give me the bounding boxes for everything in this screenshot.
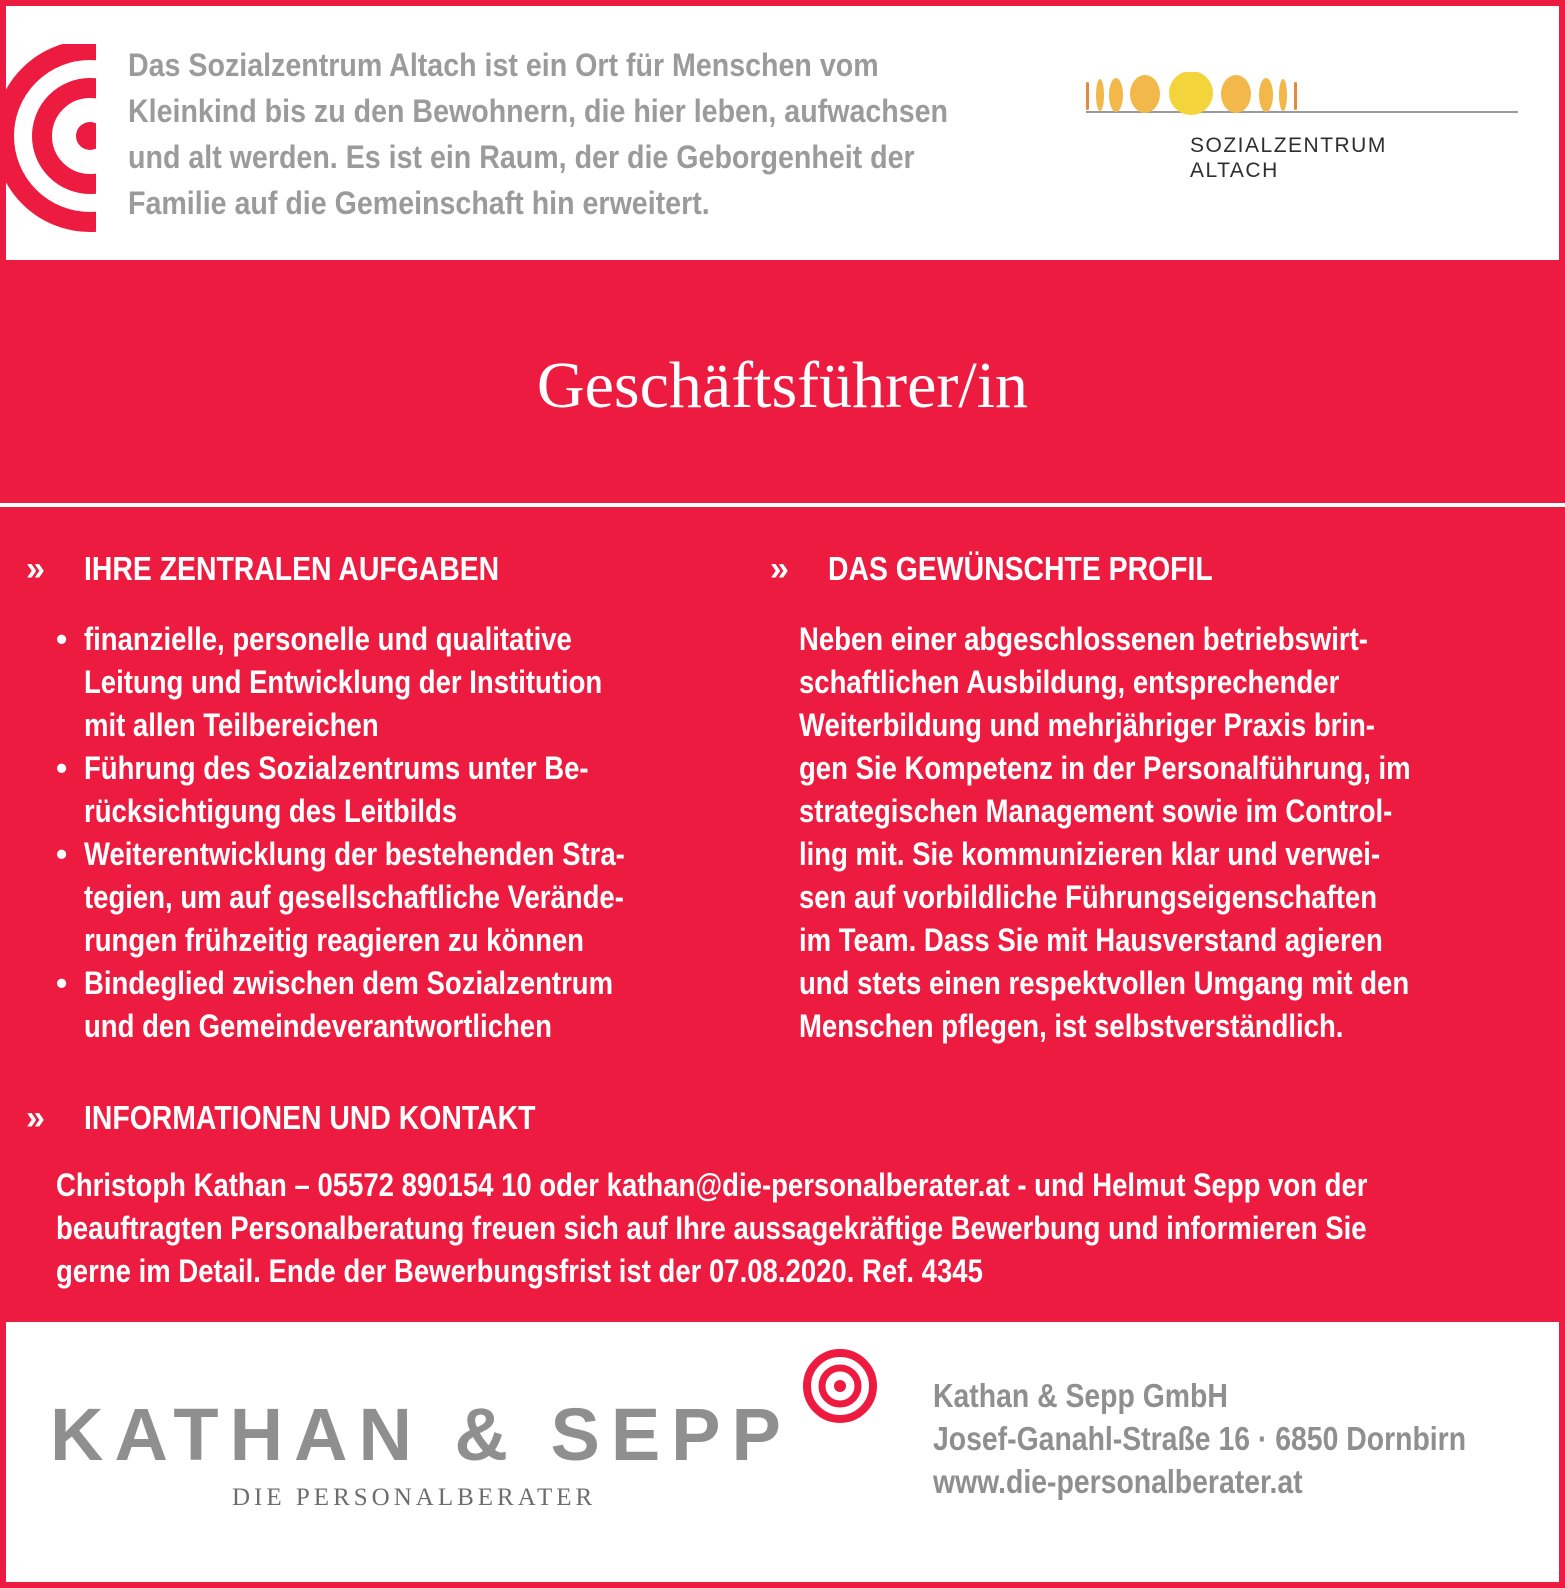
- profile-line: im Team. Dass Sie mit Hausverstand agieren: [799, 922, 1383, 958]
- list-item: [56, 747, 776, 833]
- bullet-icon: •: [56, 965, 68, 1001]
- list-item-line: Leitung und Entwicklung der Institution: [84, 664, 603, 700]
- company-name: Kathan & Sepp GmbH: [933, 1377, 1228, 1414]
- footer-section: [6, 1322, 1559, 1582]
- job-band: [0, 260, 1565, 1322]
- list-item: [56, 833, 776, 962]
- intro-line: Familie auf die Gemeinschaft hin erweitert.: [128, 185, 710, 221]
- bullet-icon: •: [56, 621, 68, 657]
- chevron-right-icon: »: [26, 550, 45, 588]
- list-item: [56, 962, 776, 1048]
- profile-text: [799, 618, 1510, 1048]
- contact-heading-text: INFORMATIONEN UND KONTAKT: [84, 1099, 536, 1136]
- list-item-line: Führung des Sozialzentrums unter Be-: [84, 750, 589, 786]
- logo-line: SOZIALZENTRUM: [1190, 134, 1387, 157]
- list-item-line: rücksichtigung des Leitbilds: [84, 793, 458, 829]
- kathan-sepp-wordmark: KATHAN & SEPP: [50, 1393, 792, 1476]
- contact-line: Christoph Kathan – 05572 890154 10 oder kathan@die-personalberater.at - und Helmut Sepp von der: [56, 1167, 1368, 1203]
- profile-heading-text: DAS GEWÜNSCHTE PROFIL: [828, 550, 1213, 587]
- list-item-line: finanzielle, personelle und qualitative: [84, 621, 572, 657]
- list-item-line: tegien, um auf gesellschaftliche Verände-: [84, 879, 624, 915]
- profile-line: Weiterbildung und mehrjähriger Praxis brin-: [799, 707, 1375, 743]
- target-icon: [800, 1346, 880, 1426]
- profile-line: sen auf vorbildliche Führungseigenschaften: [799, 879, 1378, 915]
- header-section: [6, 6, 1559, 260]
- divider: [0, 503, 1565, 507]
- contact-line: gerne im Detail. Ende der Bewerbungsfrist ist der 07.08.2020. Ref. 4345: [56, 1253, 983, 1289]
- profile-line: und stets einen respektvollen Umgang mit den: [799, 965, 1410, 1001]
- bullet-icon: •: [56, 836, 68, 872]
- contact-line: beauftragten Personalberatung freuen sich auf Ihre aussagekräftige Bewerbung und informieren Sie: [56, 1210, 1367, 1246]
- intro-text: [128, 42, 949, 226]
- profile-line: schaftlichen Ausbildung, entsprechender: [799, 664, 1340, 700]
- list-item-line: Bindeglied zwischen dem Sozialzentrum: [84, 965, 614, 1001]
- target-icon: [6, 44, 96, 240]
- company-street: Josef-Ganahl-Straße 16 · 6850 Dornbirn: [933, 1420, 1467, 1457]
- company-address: [933, 1374, 1553, 1503]
- list-item-line: Weiterentwicklung der bestehenden Stra-: [84, 836, 625, 872]
- tasks-list: [56, 618, 776, 1048]
- chevron-right-icon: »: [26, 1099, 45, 1137]
- profile-line: Neben einer abgeschlossenen betriebswirt-: [799, 621, 1368, 657]
- contact-text: [56, 1164, 1565, 1293]
- company-website-link[interactable]: www.die-personalberater.at: [933, 1463, 1303, 1500]
- profile-line: ling mit. Sie kommunizieren klar und verwei-: [799, 836, 1381, 872]
- profile-line: strategischen Management sowie im Control-: [799, 793, 1393, 829]
- intro-line: und alt werden. Es ist ein Raum, der die Geborgenheit der: [128, 139, 915, 175]
- list-item-line: mit allen Teilbereichen: [84, 707, 379, 743]
- list-item: [56, 618, 776, 747]
- logo-line: ALTACH: [1190, 159, 1279, 182]
- intro-line: Kleinkind bis zu den Bewohnern, die hier leben, aufwachsen: [128, 93, 949, 129]
- profile-line: Menschen pflegen, ist selbstverständlich.: [799, 1008, 1344, 1044]
- job-title: Geschäftsführer/in: [536, 349, 1029, 422]
- tasks-heading-text: IHRE ZENTRALEN AUFGABEN: [84, 550, 500, 587]
- sozialzentrum-logo-text: [1190, 133, 1387, 183]
- intro-line: Das Sozialzentrum Altach ist ein Ort für Menschen vom: [128, 47, 879, 83]
- bullet-icon: •: [56, 750, 68, 786]
- kathan-sepp-tagline: DIE PERSONALBERATER: [232, 1484, 597, 1511]
- list-item-line: rungen frühzeitig reagieren zu können: [84, 922, 584, 958]
- list-item-line: und den Gemeindeverantwortlichen: [84, 1008, 552, 1044]
- profile-line: gen Sie Kompetenz in der Personalführung, im: [799, 750, 1411, 786]
- chevron-right-icon: »: [770, 550, 789, 588]
